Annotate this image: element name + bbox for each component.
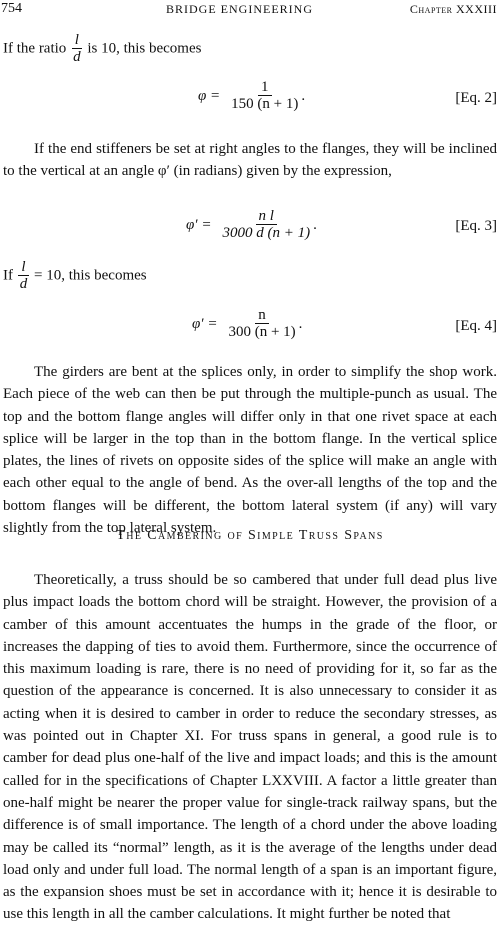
running-header	[0, 0, 500, 20]
ratio-fraction: $\frac{l}{d}$	[73, 32, 81, 65]
ratio-equals-line: If $\frac{l}{d}$ = 10, this becomes	[3, 259, 147, 292]
paragraph-stiffeners: If the end stiffeners be set at right angles to the flanges, they will be inclined to the vertical at an angle φ′ (in radians) given by the expression,	[3, 141, 497, 180]
equation-4: φ′ = $\frac{n}{300 (n + 1)}$ .	[192, 307, 303, 340]
ratio-intro-line: If the ratio $\frac{l}{d}$ is 10, this becomes	[3, 32, 202, 65]
chapter-label: Chapter XXXIII	[409, 2, 497, 16]
paragraph-truss-camber: Theoretically, a truss should be so cambered that under full dead plus live plus impact loads the bottom chord will be straight. However, the provision of a camber of this amount accentuates the humps in the grade of the floor, or increases the dapping of ties to avoid them. Furthermore, since the occurrence of this maximum loading is rare, there is no need of providing for it, so far as the question of the appearance is concerned. It is also unnecessary to consider it as acting when it is desired to camber in order to reduce the secondary stresses, as was pointed out in Chapter XI. For truss spans in general, a good rule is to camber for dead plus one-half of the live and impact loads; and this is the amount called for in the specifications of Chapter LXXVIII. A factor a little greater than one-half might be nearer the proper value for single-track railway spans, but the difference is of small importance. The length of a chord under the above loading may be called its “normal” length, as it is the average of the lengths under dead load only and under full load. The normal length of a span is an important figure, as the expansion shoes must be set in accordance with it; hence it is desirable to use this length in all the camber calculations. It might further be noted that	[3, 572, 497, 923]
running-title: BRIDGE ENGINEERING	[166, 2, 313, 16]
ratio-fraction-2: $\frac{l}{d}$	[19, 259, 28, 292]
equation-3-number: [Eq. 3]	[455, 218, 497, 234]
equation-2: φ = $\frac{1}{150 (n + 1)}$ .	[198, 79, 306, 112]
equation-3-fraction: $\frac{\text{n l}}{3000 d (n + 1)}$	[222, 208, 311, 241]
equation-4-fraction: $\frac{n}{300 (n + 1)}$	[228, 307, 296, 340]
paragraph-girders: The girders are bent at the splices only, in order to simplify the shop work. Each piece of the web can then be put through the multiple-punch as usual. The top and the bottom flange angles will differ only in that one rivet space at each splice will be larger in the top than in the bottom flange. In the vertical splice plates, the lines of rivets on opposite sides of the splice will make an angle with each other equal to the angle of bend. As the over-all lengths of the top and the bottom flanges will be different, the bottom lateral system (if any) will vary slightly from the top lateral system.	[3, 364, 497, 537]
equation-3: φ′ = $\frac{\text{n l}}{3000 d (n + 1)}$ .	[186, 208, 317, 241]
equation-2-number: [Eq. 2]	[455, 90, 497, 106]
page-number: 754	[1, 1, 22, 16]
section-title: The Cambering of Simple Truss Spans	[116, 528, 384, 543]
equation-2-fraction: $\frac{1}{150 (n + 1)}$	[231, 79, 299, 112]
equation-4-number: [Eq. 4]	[455, 318, 497, 334]
